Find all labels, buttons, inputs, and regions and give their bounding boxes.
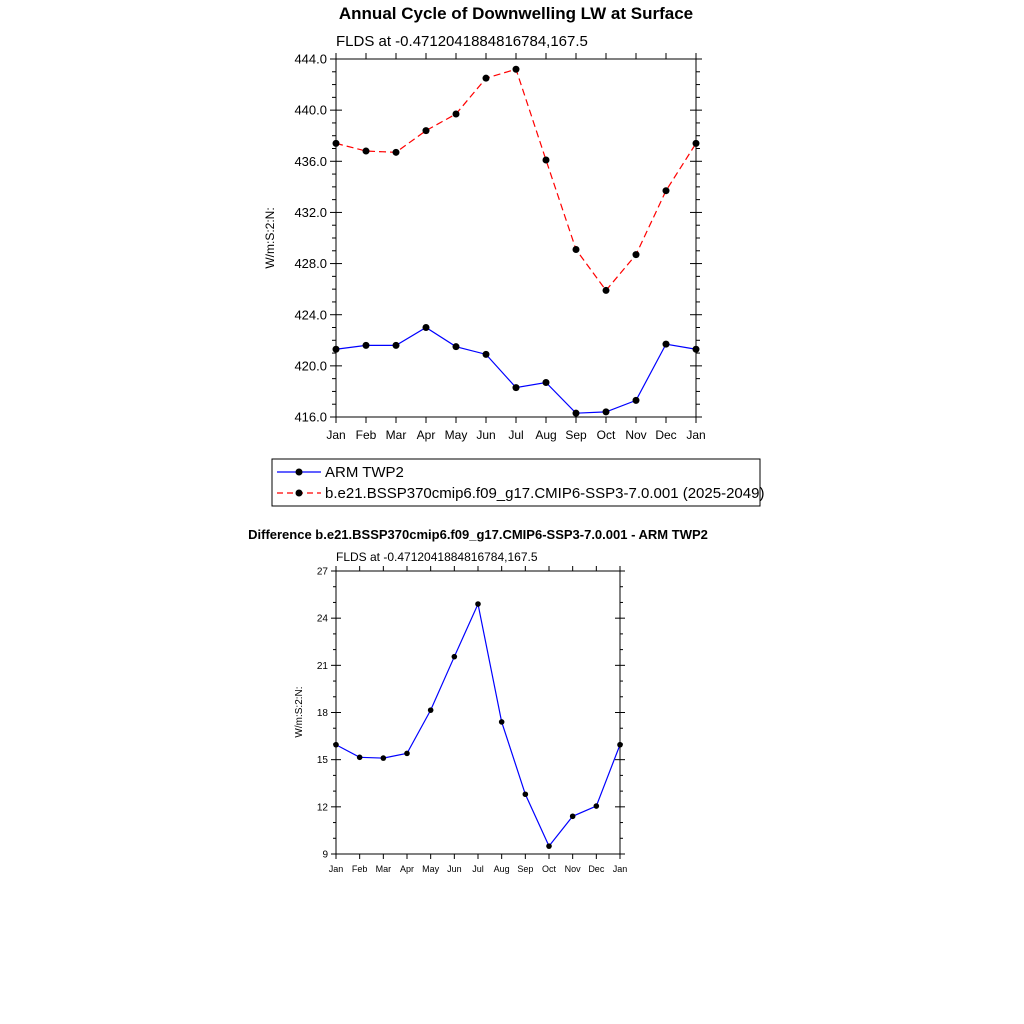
difference-chart (248, 527, 708, 874)
chart1-series-0-point (603, 408, 610, 415)
chart2-xtick-label: Apr (399, 864, 415, 874)
chart1-xtick-label: Aug (535, 428, 557, 442)
chart2-series (333, 601, 623, 849)
chart2-y-axis-label: W/m:S:2:N: (294, 686, 305, 738)
chart1-ytick-label: 424.0 (294, 307, 327, 323)
chart1-series-0-point (363, 342, 370, 349)
chart1-series-1-point (393, 149, 400, 156)
chart1-ytick-label: 420.0 (294, 358, 327, 374)
chart1-xtick-label: Feb (355, 428, 377, 442)
chart2-ytick-label: 18 (316, 708, 328, 719)
chart1-series-0-point (423, 324, 430, 331)
chart2-ytick-label: 15 (316, 755, 328, 767)
chart2-subtitle: FLDS at -0.4712041884816784,167.5 (336, 550, 538, 564)
chart1-xtick-label: Jan (686, 428, 706, 442)
chart2-series-0-point (594, 803, 600, 809)
chart2-ytick-label: 9 (322, 849, 328, 861)
chart2-xtick-label: Feb (351, 864, 368, 874)
chart2-series-0-point (428, 707, 434, 713)
chart2-ytick-label: 27 (316, 566, 328, 578)
chart1-ytick-label: 444.0 (294, 51, 327, 67)
chart1-series (333, 66, 700, 417)
chart1-series-1-point (543, 157, 550, 164)
legend-marker-arm-twp2 (296, 469, 303, 476)
chart1-xtick-label: Apr (416, 428, 436, 442)
chart2-xtick-label: Aug (493, 864, 510, 874)
annual-cycle-chart (263, 4, 706, 442)
chart1-series-0-point (633, 397, 640, 404)
chart2-ytick-label: 24 (316, 613, 328, 625)
chart1-series-1-point (603, 287, 610, 294)
chart2-xtick-label: Sep (517, 864, 534, 874)
chart2-series-0-point (570, 813, 576, 819)
legend-label-model: b.e21.BSSP370cmip6.f09_g17.CMIP6-SSP3-7.0.001 (2025-2049) (325, 485, 765, 502)
chart1-series-1-point (423, 127, 430, 134)
chart2-xtick-label: Jan (328, 864, 344, 874)
chart2-title: Difference b.e21.BSSP370cmip6.f09_g17.CMIP6-SSP3-7.0.001 - ARM TWP2 (248, 527, 708, 542)
chart1-series-1-point (573, 246, 580, 253)
chart2-xtick-label: Dec (588, 864, 605, 874)
chart1-series-1-point (693, 140, 700, 147)
chart2-xtick-label: Jan (612, 864, 628, 874)
chart1-title: Annual Cycle of Downwelling LW at Surface (338, 4, 694, 23)
chart1-y-tick-labels (294, 52, 327, 425)
chart2-series-0-point (333, 742, 339, 748)
chart1-series-1-point (453, 110, 460, 117)
chart1-ytick-label: 436.0 (294, 153, 327, 169)
chart1-xtick-label: Jul (508, 428, 524, 442)
chart1-series-1-line (336, 69, 696, 290)
chart2-series-0-point (475, 601, 481, 607)
chart1-ytick-label: 416.0 (294, 409, 327, 425)
chart2-series-0-point (499, 719, 505, 725)
chart1-series-0-point (513, 384, 520, 391)
chart1-series-0-point (693, 346, 700, 353)
chart1-series-1-point (333, 140, 340, 147)
chart1-series-0-point (543, 379, 550, 386)
chart2-series-0-point (357, 755, 363, 761)
chart1-xtick-label: Jun (476, 428, 496, 442)
chart1-xtick-label: Nov (625, 428, 647, 442)
chart1-plot-frame (336, 59, 696, 417)
chart1-series-0-point (453, 343, 460, 350)
chart2-ticks (331, 566, 625, 859)
chart1-xtick-label: Dec (655, 428, 677, 442)
chart1-series-0-point (333, 346, 340, 353)
chart1-series-1-point (633, 251, 640, 258)
chart1-series-1-point (363, 148, 370, 155)
chart1-series-1-point (483, 75, 490, 82)
chart2-ytick-label: 21 (316, 660, 328, 672)
chart2-xtick-label: Jul (472, 864, 484, 874)
chart1-y-axis-label: W/m:S:2:N: (263, 207, 277, 269)
chart1-series-1-point (663, 187, 670, 194)
chart2-series-0-point (381, 755, 387, 761)
chart1-ytick-label: 440.0 (294, 102, 327, 118)
chart1-subtitle: FLDS at -0.4712041884816784,167.5 (336, 33, 588, 50)
chart1-xtick-label: Mar (385, 428, 407, 442)
chart1-ytick-label: 432.0 (294, 204, 327, 220)
chart1-series-0-point (573, 410, 580, 417)
legend-marker-model (296, 490, 303, 497)
chart1-ticks (330, 53, 702, 423)
chart1-xtick-label: Jan (326, 428, 346, 442)
chart1-series-0-line (336, 328, 696, 414)
chart1-series-0-point (393, 342, 400, 349)
chart2-ytick-label: 12 (316, 802, 328, 814)
chart2-xtick-label: Oct (541, 864, 557, 874)
chart1-x-tick-labels (326, 428, 705, 442)
chart1-series-1-point (513, 66, 520, 73)
chart2-series-0-point (452, 654, 458, 660)
chart1-xtick-label: Oct (596, 428, 616, 442)
chart1-ytick-label: 428.0 (294, 256, 327, 272)
chart2-series-0-point (546, 843, 552, 849)
chart1-series-0-point (663, 341, 670, 348)
chart1-series-0-point (483, 351, 490, 358)
chart2-series-0-point (523, 791, 529, 797)
chart2-x-tick-labels (329, 864, 628, 874)
chart2-y-tick-labels (317, 567, 329, 861)
chart1-legend (272, 459, 764, 506)
legend-label-arm-twp2: ARM TWP2 (325, 464, 404, 481)
chart2-xtick-label: Jun (447, 864, 462, 874)
chart2-xtick-label: May (422, 864, 440, 874)
chart2-series-0-point (617, 742, 623, 748)
chart2-plot-frame (336, 571, 620, 854)
chart1-xtick-label: May (444, 428, 468, 442)
chart1-xtick-label: Sep (565, 428, 587, 442)
chart2-series-0-line (336, 604, 620, 846)
chart2-series-0-point (404, 751, 410, 757)
chart2-xtick-label: Mar (375, 864, 392, 874)
chart2-xtick-label: Nov (564, 864, 581, 874)
